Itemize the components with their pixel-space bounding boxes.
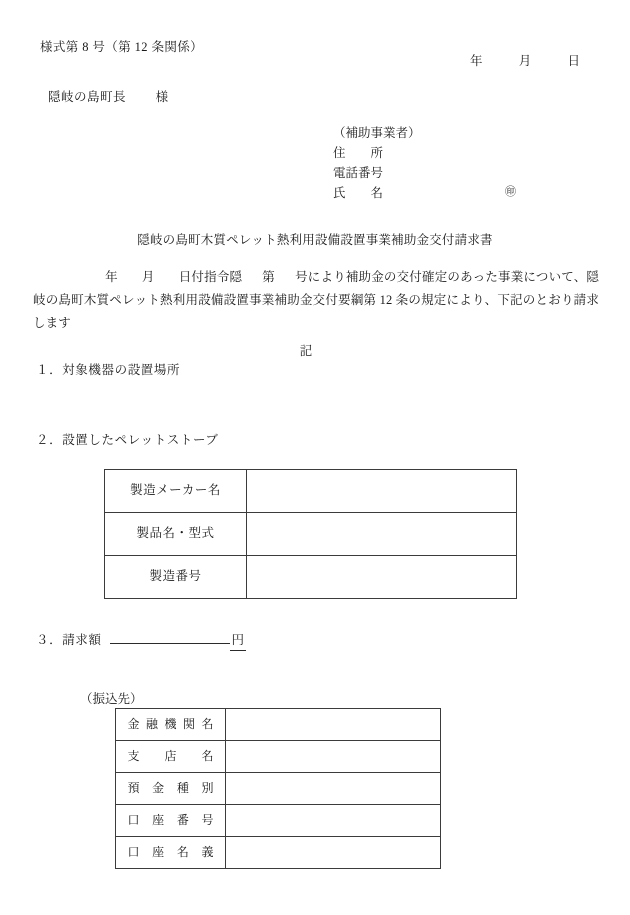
bank-account-number-value[interactable] — [226, 805, 441, 837]
bank-account-number-label — [116, 805, 226, 837]
product-maker-value[interactable] — [247, 470, 517, 513]
body-number-prefix: 第 — [262, 270, 275, 284]
transfer-destination-label: （振込先） — [80, 692, 143, 706]
date-year-label: 年 — [469, 54, 483, 68]
date-month-label: 月 — [518, 54, 532, 68]
product-model-label: 製品名・型式 — [105, 513, 247, 556]
addressee-honorific: 様 — [155, 90, 169, 104]
bank-account-number-label-text: 口座番号 — [127, 813, 214, 828]
bank-branch-value[interactable] — [226, 741, 441, 773]
claim-amount-label: ３．請求額 — [36, 633, 102, 647]
body-number-suffix: 号により補助金の交付確定のあった事業について、隠岐の島町木質ペレット熱利用設備設置事業補助金交付要綱第 12 条の規定により、下記のとおり請求します — [33, 270, 599, 331]
table-row — [116, 837, 441, 869]
product-maker-label: 製造メーカー名 — [105, 470, 247, 513]
addressee-line — [48, 88, 169, 107]
seal-icon: ㊞ — [505, 186, 516, 198]
applicant-name-row — [333, 184, 516, 204]
body-month-label: 月 — [141, 270, 155, 284]
section-item-2: ２．設置したペレットストーブ — [36, 433, 219, 447]
body-paragraph — [33, 266, 599, 335]
table-row — [105, 513, 517, 556]
applicant-group-label: （補助事業者） — [333, 126, 421, 140]
product-serial-label: 製造番号 — [105, 556, 247, 599]
body-day-order-label: 日付指令隠 — [178, 270, 243, 284]
bank-account-type-value[interactable] — [226, 773, 441, 805]
bank-account-holder-label-text: 口座名義 — [127, 845, 214, 860]
product-table — [104, 469, 517, 599]
date-day-label: 日 — [567, 54, 580, 68]
ki-label: 記 — [299, 344, 313, 358]
table-row — [105, 470, 517, 513]
applicant-group-row — [333, 124, 421, 144]
section-item-3 — [36, 631, 246, 651]
page-title: 隠岐の島町木質ペレット熱利用設備設置事業補助金交付請求書 — [137, 233, 493, 247]
bank-branch-label — [116, 741, 226, 773]
date-line — [470, 52, 580, 71]
table-row — [105, 556, 517, 599]
body-year-label: 年 — [105, 270, 118, 284]
table-row — [116, 709, 441, 741]
bank-table — [115, 708, 441, 869]
bank-branch-label-text: 支店名 — [127, 749, 214, 764]
table-row — [116, 741, 441, 773]
bank-account-type-label — [116, 773, 226, 805]
claim-amount-unit: 円 — [230, 631, 246, 651]
bank-account-type-label-text: 預金種別 — [127, 781, 214, 796]
applicant-address-label: 住 所 — [333, 146, 384, 160]
bank-institution-label — [116, 709, 226, 741]
claim-amount-input[interactable] — [110, 643, 230, 644]
applicant-phone-label: 電話番号 — [333, 166, 384, 180]
product-model-value[interactable] — [247, 513, 517, 556]
bank-account-holder-value[interactable] — [226, 837, 441, 869]
applicant-address-row — [333, 144, 421, 164]
bank-institution-label-text: 金融機関名 — [127, 717, 214, 732]
section-item-1: １．対象機器の設置場所 — [36, 363, 181, 377]
addressee-name: 隠岐の島町長 — [48, 90, 127, 104]
table-row — [116, 805, 441, 837]
bank-institution-value[interactable] — [226, 709, 441, 741]
bank-account-holder-label — [116, 837, 226, 869]
table-row — [116, 773, 441, 805]
applicant-name-label: 氏 名 — [333, 186, 384, 200]
applicant-block — [333, 124, 516, 204]
applicant-phone-row — [333, 164, 421, 184]
form-number: 様式第 8 号（第 12 条関係） — [40, 40, 204, 54]
product-serial-value[interactable] — [247, 556, 517, 599]
